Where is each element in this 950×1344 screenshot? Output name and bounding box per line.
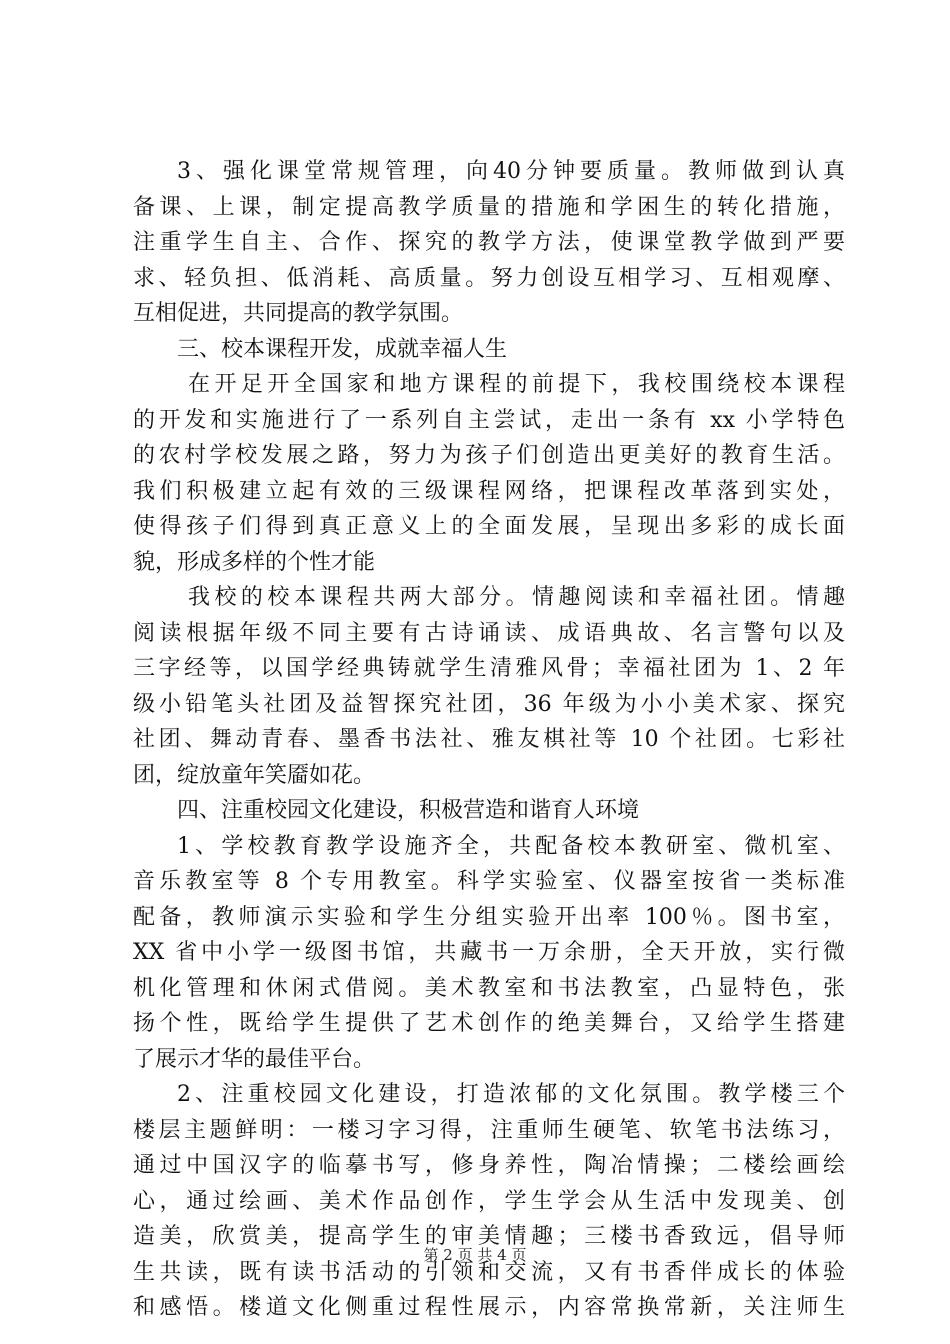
text-line-content: 我们积极建立起有效的三级课程网络，把课程改革落到实处， [133, 478, 845, 504]
text-line-content: 的农村学校发展之路，努力为孩子们创造出更美好的教育生活。 [133, 443, 845, 468]
text-line [133, 1148, 845, 1184]
text-line [133, 758, 845, 794]
text-line-content: 三、校本课程开发，成就幸福人生 [177, 336, 508, 362]
text-line-content: 阅读根据年级不同主要有古诗诵读、成语典故、名言警句以及 [133, 620, 845, 646]
text-line [133, 935, 845, 971]
text-line [133, 261, 845, 297]
text-line-content: 社团、舞动青春、墨香书法社、雅友棋社等 10 个社团。七彩社 [133, 727, 845, 752]
text-line-content: 楼层主题鲜明：一楼习字习得，注重师生硬笔、软笔书法练习， [133, 1117, 845, 1143]
page-footer: 第 2 页 共 4 页 [423, 1246, 527, 1264]
text-line [133, 1042, 845, 1078]
text-line [133, 687, 845, 723]
text-line-content: 级小铅笔头社团及益智探究社团，36 年级为小小美术家、探究 [133, 691, 845, 717]
text-line-content: 心，通过绘画、美术作品创作，学生学会从生活中发现美、创 [133, 1188, 845, 1214]
text-line-content: 互相促进，共同提高的教学氛围。 [133, 301, 464, 326]
text-line-content: 和感悟。楼道文化侧重过程性展示，内容常换常新，关注师生 [133, 1295, 845, 1320]
text-line [133, 154, 845, 190]
text-line-content: 扬个性，既给学生提供了艺术创作的绝美舞台，又给学生搭建 [133, 1011, 845, 1036]
text-line [133, 971, 845, 1007]
text-line [133, 1077, 845, 1113]
text-line-content: 团，绽放童年笑靥如花。 [133, 762, 376, 788]
text-line [133, 509, 845, 545]
text-line [133, 900, 845, 936]
text-line-content: XX 省中小学一级图书馆，共藏书一万余册，全天开放，实行微 [133, 940, 845, 965]
text-line [133, 651, 845, 687]
text-line-content: 音乐教室等 8 个专用教室。科学实验室、仪器室按省一类标准 [133, 869, 845, 894]
text-line-content: 了展示才华的最佳平台。 [133, 1046, 376, 1072]
text-line [133, 545, 845, 581]
text-line [133, 616, 845, 652]
text-line-content: 貌，形成多样的个性才能 [133, 549, 376, 575]
text-line-content: 三字经等，以国学经典铸就学生清雅风骨；幸福社团为 1、2 年 [133, 656, 845, 681]
text-line-content: 2、注重校园文化建设，打造浓郁的文化氛围。教学楼三个 [177, 1082, 845, 1107]
document-body [133, 154, 845, 1326]
text-line-content: 我校的校本课程共两大部分。情趣阅读和幸福社团。情趣 [188, 585, 845, 610]
text-line [133, 1290, 845, 1326]
text-line [133, 1006, 845, 1042]
text-line-content: 注重学生自主、合作、探究的教学方法，使课堂教学做到严要 [133, 230, 845, 255]
text-line-content: 备课、上课，制定提高教学质量的措施和学困生的转化措施， [133, 194, 845, 220]
text-line [133, 1184, 845, 1220]
text-line-content: 使得孩子们得到真正意义上的全面发展，呈现出多彩的成长面 [133, 514, 845, 539]
text-line-content: 造美，欣赏美，提高学生的审美情趣；三楼书香致远，倡导师 [133, 1224, 845, 1249]
text-line [133, 829, 845, 865]
text-line-content: 配备，教师演示实验和学生分组实验开出率 100％。图书室， [133, 904, 845, 930]
text-line [133, 793, 845, 829]
text-line-content: 机化管理和休闲式借阅。美术教室和书法教室，凸显特色，张 [133, 975, 845, 1001]
text-line [133, 438, 845, 474]
text-line [133, 296, 845, 332]
text-line [133, 722, 845, 758]
text-line [133, 332, 845, 368]
text-line-content: 求、轻负担、低消耗、高质量。努力创设互相学习、互相观摩、 [133, 265, 845, 291]
text-line-content: 3、强化课堂常规管理，向40分钟要质量。教师做到认真 [177, 159, 845, 184]
text-line [133, 190, 845, 226]
text-line [133, 225, 845, 261]
text-line [133, 474, 845, 510]
text-line [133, 580, 845, 616]
text-line [133, 403, 845, 439]
text-line-content: 四、注重校园文化建设，积极营造和谐育人环境 [177, 798, 640, 823]
text-line-content: 生共读，既有读书活动的引领和交流，又有书香伴成长的体验 [133, 1259, 845, 1285]
text-line [133, 864, 845, 900]
text-line-content: 通过中国汉字的临摹书写，修身养性，陶冶情操；二楼绘画绘 [133, 1153, 845, 1178]
text-line-content: 的开发和实施进行了一系列自主尝试，走出一条有 xx 小学特色 [133, 407, 845, 433]
text-line [133, 1113, 845, 1149]
text-line-content: 在开足开全国家和地方课程的前提下，我校围绕校本课程 [188, 372, 845, 397]
text-line-content: 1、学校教育教学设施齐全，共配备校本教研室、微机室、 [177, 833, 845, 859]
text-line [133, 367, 845, 403]
